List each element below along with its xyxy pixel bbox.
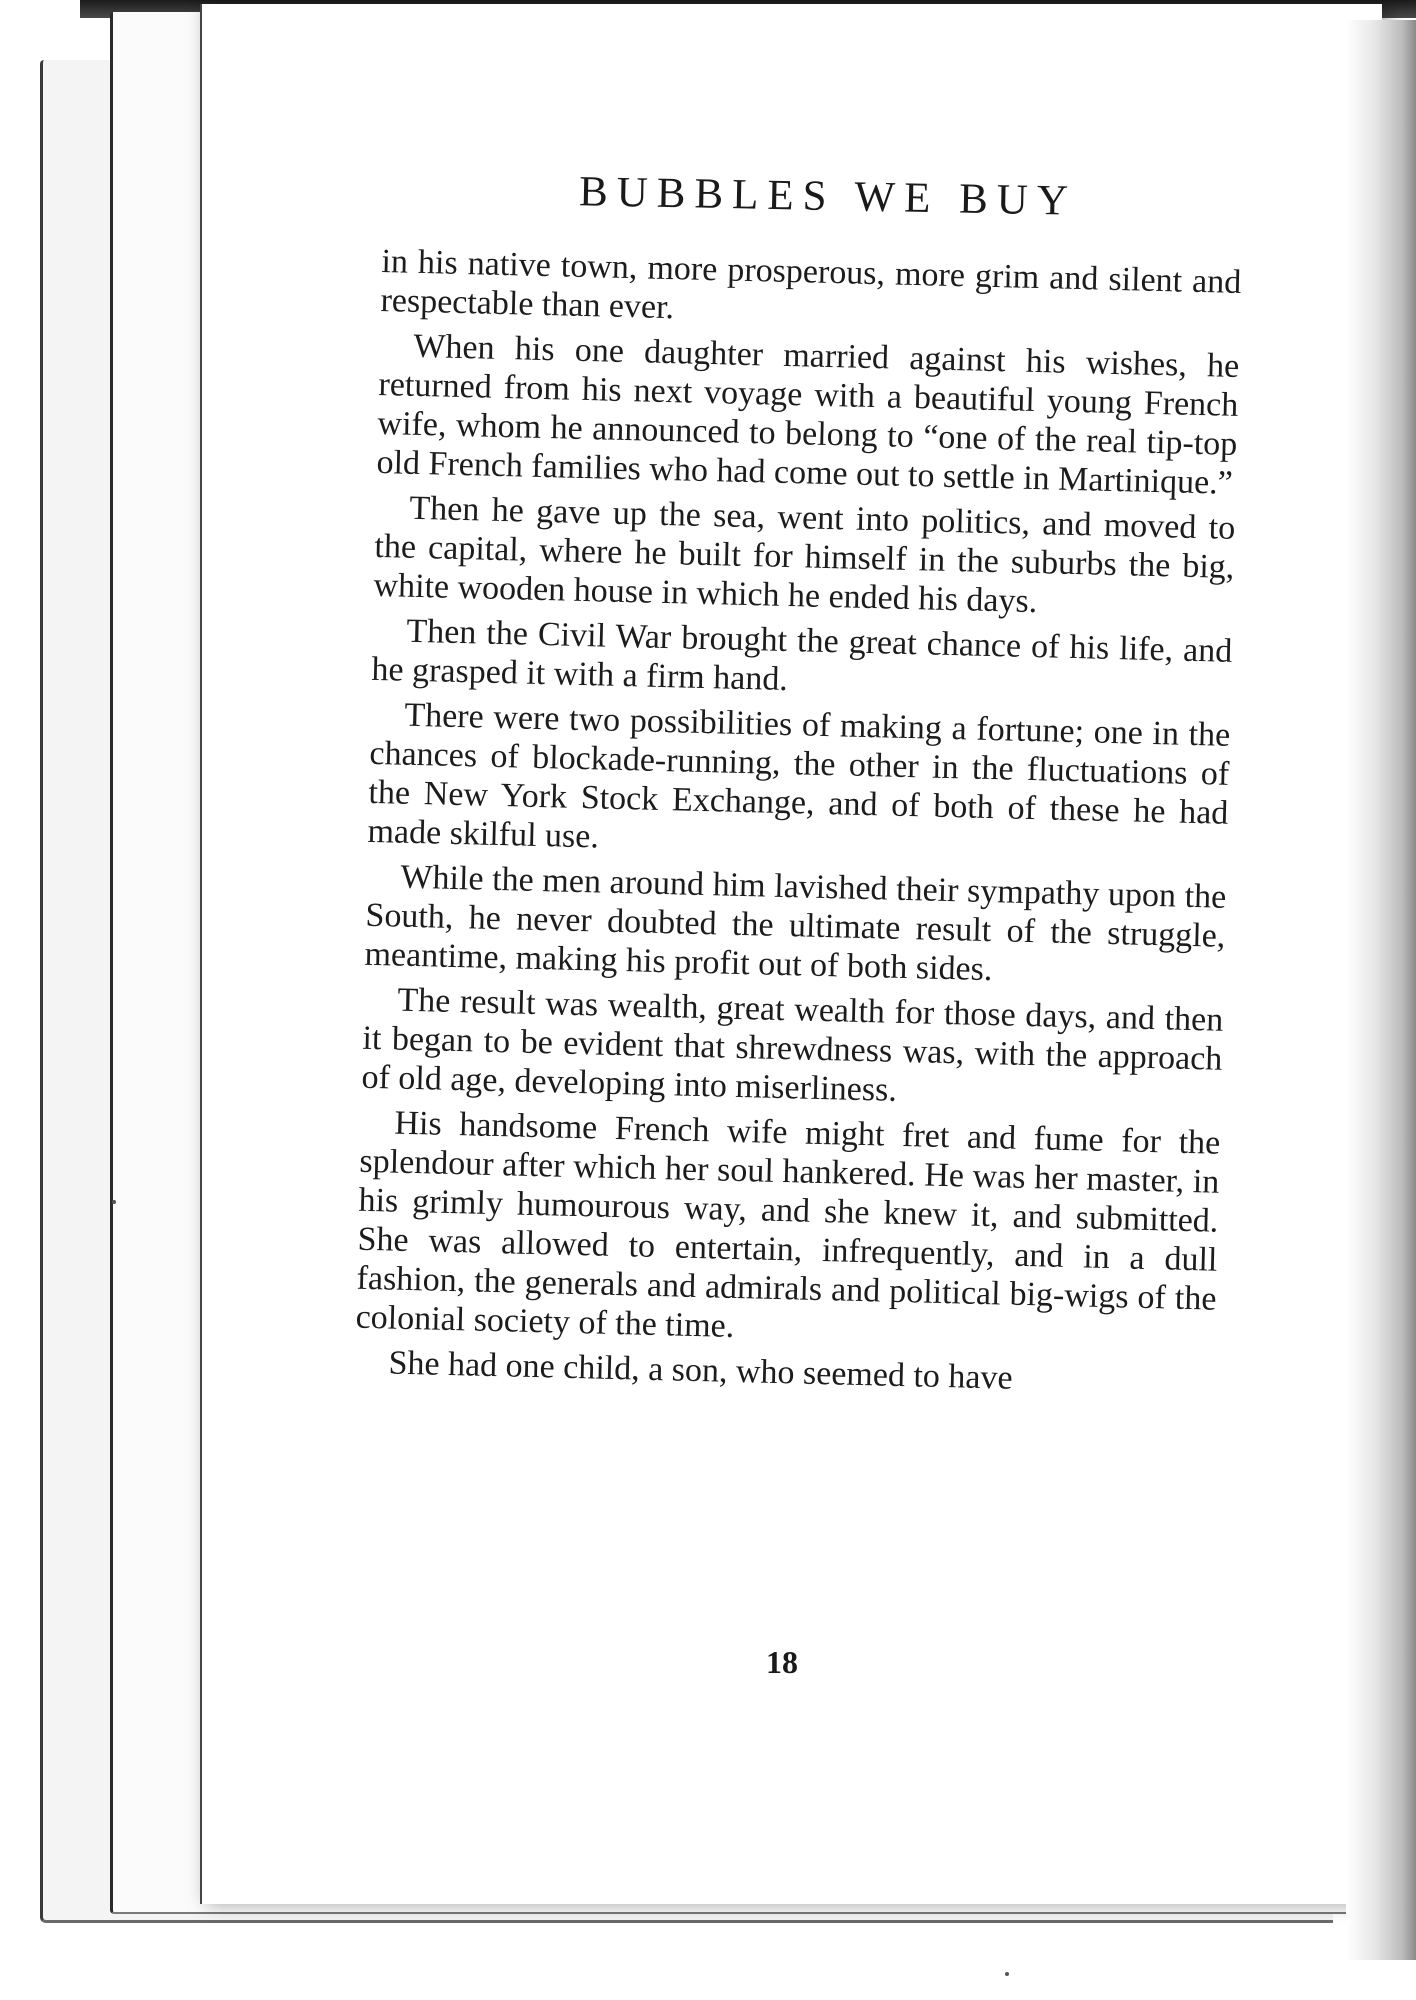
page-number: 18 [766,1644,798,1680]
book-page [200,4,1382,1904]
body-text [354,242,1242,1409]
page-gutter-shadow [1346,20,1416,1960]
paragraph: His handsome French wife might fret and fume for the splendour after which her soul hankered. He was her master, in his grimly humourous way, and she knew it, and submitted. She was allowed to entertain, infrequently, and in a dull fashion, the generals and admirals and political big-wigs of the colonial society of the time. [355,1104,1221,1345]
paragraph: Then he gave up the sea, went into politics, and moved to the capital, where he built for himself in the suburbs the big, white wooden house in which he ended his days. [373,489,1236,621]
paragraph: in his native town, more prosperous, more grim and silent and respectable than ever. [380,242,1242,327]
paragraph: Then the Civil War brought the great chance of his life, and he grasped it with a firm hand. [371,612,1233,699]
paragraph: There were two possibilities of making a fortune; one in the chances of blockade-running, the other in the fluctuations of the New York Stock Exchange, and of both of these he had made skilful use. [367,696,1231,856]
paragraph: While the men around him lavished their sympathy upon the South, he never doubted the ultimate result of the struggle, meantime, making his profit out of both sides. [364,858,1227,989]
dust-speck [1005,1972,1009,1976]
dust-speck [112,1200,116,1204]
paragraph: The result was wealth, great wealth for those days, and then it began to be evident that shrewdness was, with the approach of old age, developing into miserliness. [361,981,1224,1109]
paragraph: She had one child, a son, who seemed to have [388,1344,1014,1397]
running-head: BUBBLES WE BUY [578,168,1078,225]
paragraph: When his one daughter married against his wishes, he returned from his next voyage with a beautiful young French wife, whom he announced to belong to “one of the real tip-top old French families who had come out to settle in Martinique.” [376,327,1240,502]
